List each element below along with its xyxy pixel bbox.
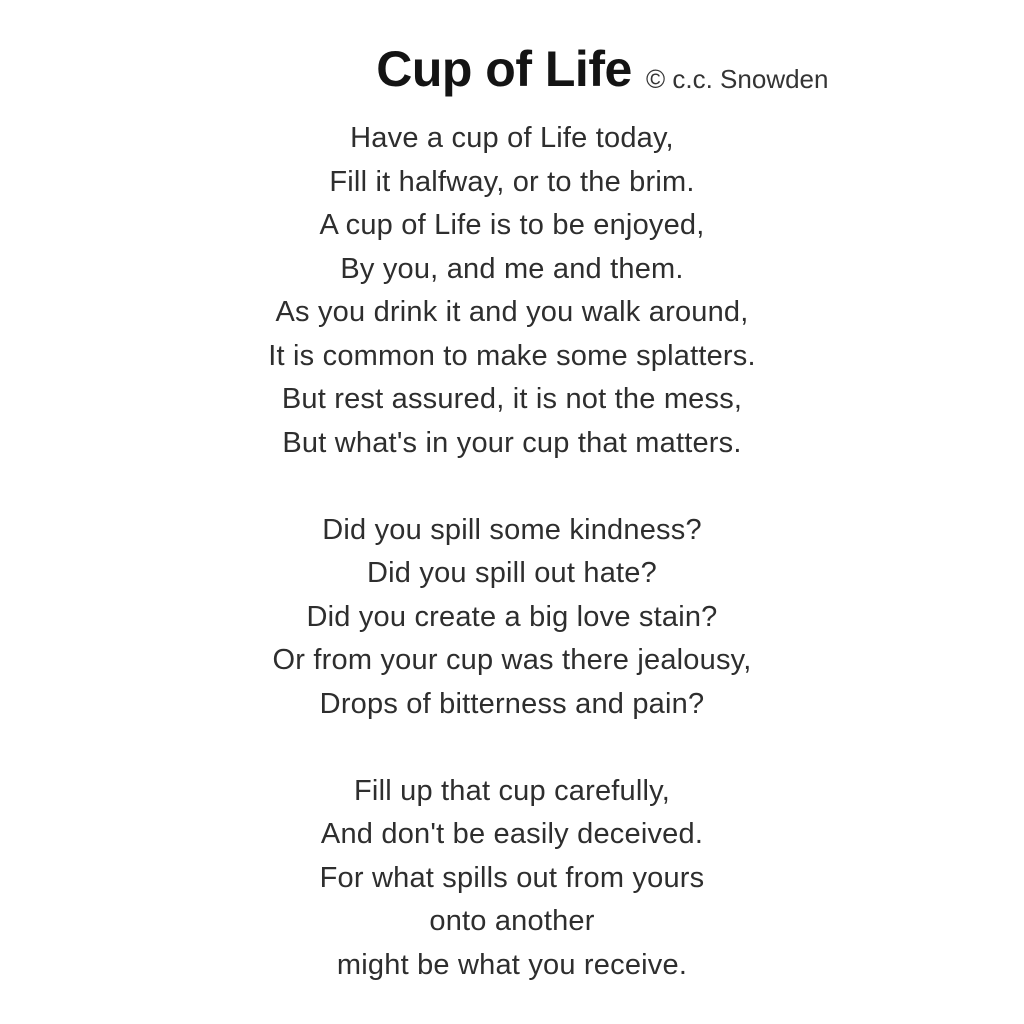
poem-line: might be what you receive. (336, 948, 688, 981)
poem-line: Did you spill some kindness? (322, 513, 702, 546)
poem-body (0, 117, 1024, 987)
poem-line: By you, and me and them. (340, 252, 684, 285)
copyright-notice: © c.c. Snowden (646, 64, 829, 94)
poem-line: It is common to make some splatters. (268, 339, 756, 372)
poem-line: For what spills out from yours (319, 861, 705, 894)
poem-line: Did you create a big love stain? (306, 600, 718, 633)
page-title: Cup of Life (376, 41, 632, 97)
stanza-2 (0, 509, 1024, 727)
poem-line: Fill up that cup carefully, (354, 774, 670, 807)
poem-line: Or from your cup was there jealousy, (272, 644, 752, 676)
poem-line: Drops of bitterness and pain? (319, 687, 705, 720)
poem-line: Did you spill out hate? (367, 557, 657, 589)
poem-line: Fill it halfway, or to the brim. (329, 165, 695, 198)
poem-line: But rest assured, it is not the mess, (281, 383, 743, 415)
poem-line: But what's in your cup that matters. (282, 426, 742, 459)
stanza-3 (0, 770, 1024, 988)
poem-line: onto another (429, 905, 595, 937)
poem-line: As you drink it and you walk around, (275, 296, 749, 328)
poem-line: And don't be easily deceived. (320, 818, 704, 850)
stanza-1 (0, 117, 1024, 465)
poem-line: A cup of Life is to be enjoyed, (319, 209, 705, 241)
poem-line: Have a cup of Life today, (350, 122, 674, 154)
title-block (0, 41, 1024, 114)
